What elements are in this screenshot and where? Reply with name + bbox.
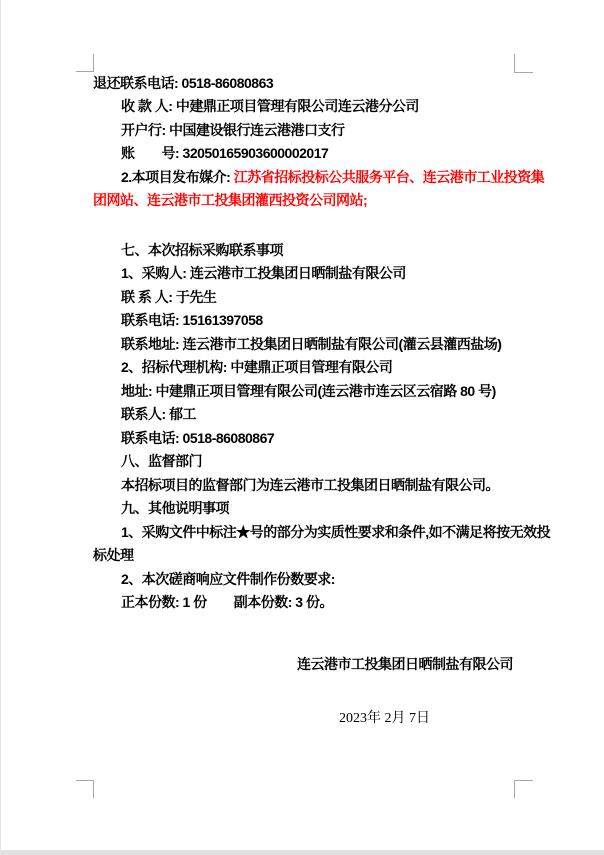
doc-line-bank xyxy=(121,119,345,141)
doc-line-agency xyxy=(121,356,392,378)
line-text: 退还联系电话: 0518-86080863 xyxy=(93,75,274,91)
line-text: 九、其他说明事项 xyxy=(121,500,229,516)
line-text: 1、采购人: 连云港市工投集团日晒制盐有限公司 xyxy=(121,265,406,281)
line-text: 账 号: 32050165903600002017 xyxy=(121,145,329,161)
company-signature: 连云港市工投集团日晒制盐有限公司 xyxy=(297,656,513,672)
doc-heading-section7 xyxy=(121,239,283,261)
doc-line-contact-phone xyxy=(121,309,263,331)
doc-line-agency-contact xyxy=(121,403,196,425)
line-text: 八、监督部门 xyxy=(121,453,202,469)
doc-line-agency-phone xyxy=(121,427,274,449)
line-text: 联系地址: 连云港市工投集团日晒制盐有限公司(灌云县灌西盐场) xyxy=(121,336,502,352)
doc-line-supervision xyxy=(121,474,499,496)
line-text: 2、招标代理机构: 中建鼎正项目管理有限公司 xyxy=(121,359,393,375)
doc-heading-section9 xyxy=(121,497,229,519)
doc-line-copies-count xyxy=(121,591,333,613)
doc-line-agency-address xyxy=(121,380,496,402)
line-text: 标处理 xyxy=(93,547,134,563)
doc-heading-section8 xyxy=(121,450,202,472)
doc-line-refund-phone xyxy=(93,72,273,94)
line-text: 本招标项目的监督部门为连云港市工投集团日晒制盐有限公司。 xyxy=(121,477,499,493)
line-text: 联系人: 郁工 xyxy=(121,406,197,422)
text-boundary-mark-bottom-left xyxy=(76,780,94,798)
doc-line-star-clause xyxy=(121,521,550,543)
text-boundary-mark-top-left xyxy=(76,54,94,72)
line-text-red: 团网站、连云港市工投集团灌西投资公司网站; xyxy=(93,192,368,208)
document-date: 2023年 2月 7日 xyxy=(339,711,430,726)
doc-line-copies-requirement xyxy=(121,568,335,590)
doc-line-contact-address xyxy=(121,333,501,355)
doc-line-publish-media xyxy=(121,166,544,188)
line-text: 地址: 中建鼎正项目管理有限公司(连云港市连云区云宿路 80 号) xyxy=(121,383,496,399)
line-text: 联系电话: 15161397058 xyxy=(121,312,263,328)
line-text: 2、本次磋商响应文件制作份数要求: xyxy=(121,571,335,587)
line-text: 七、本次招标采购联系事项 xyxy=(121,242,283,258)
line-text: 开户行: 中国建设银行连云港港口支行 xyxy=(121,122,345,138)
line-text: 正本份数: 1 份 副本份数: 3 份。 xyxy=(121,594,333,610)
page-bottom-gap xyxy=(1,850,604,855)
doc-line-publish-media-cont xyxy=(93,189,367,211)
text-boundary-mark-top-right xyxy=(514,54,533,73)
line-text-red: 江苏省招标投标公共服务平台、连云港市工业投资集 xyxy=(233,169,545,185)
line-text: 1、采购文件中标注★号的部分为实质性要求和条件,如不满足将按无效投 xyxy=(121,524,551,540)
doc-line-star-clause-cont xyxy=(93,544,134,566)
text-boundary-mark-bottom-right xyxy=(514,780,533,798)
line-text: 2.本项目发布媒介: xyxy=(121,169,234,185)
doc-line-contact-person xyxy=(121,286,216,308)
doc-line-purchaser xyxy=(121,262,406,284)
line-text: 收 款 人: 中建鼎正项目管理有限公司连云港分公司 xyxy=(121,98,419,114)
line-text: 联系电话: 0518-86080867 xyxy=(121,430,275,446)
doc-line-payee xyxy=(121,95,419,117)
doc-line-account-number xyxy=(121,142,328,164)
line-text: 联 系 人: 于先生 xyxy=(121,289,217,305)
